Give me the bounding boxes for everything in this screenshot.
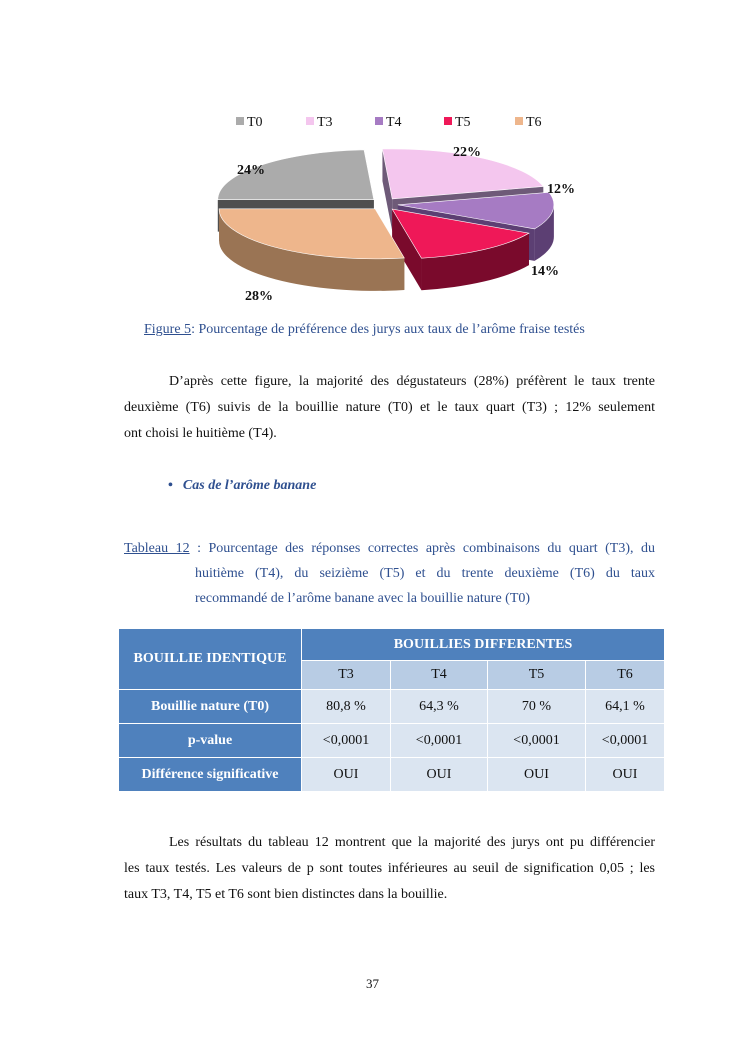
figure-ref: Figure 5 [144,322,192,337]
data-label-t4: 12% [547,182,575,197]
group-header: BOUILLIES DIFFERENTES [302,629,665,661]
table-row [119,690,665,724]
table-cell: 70 % [488,690,586,724]
paragraph-line: D’après cette figure, la majorité des dégustateurs (28%) préfèrent le taux trente [169,374,655,389]
section-title: Cas de l’arôme banane [182,478,317,493]
table-cell: 80,8 % [302,690,391,724]
table-caption-text: : Pourcentage des réponses correctes après combinaisons du quart (T3), du [189,541,656,556]
table-caption-line [124,536,655,561]
table-cell: <0,0001 [586,724,665,758]
legend-label: T3 [317,115,333,130]
data-label-t3: 22% [453,145,481,160]
section-heading [168,478,316,494]
paragraph-line: les taux testés. Les valeurs de p sont toutes inférieures au seuil de signification 0,05 ; les [124,861,655,876]
table-ref: Tableau 12 [124,541,190,556]
table-caption-line: recommandé de l’arôme banane avec la bouillie nature (T0) [195,591,531,606]
table-caption [124,536,655,611]
column-header: T4 [391,661,488,690]
pie-slice-t6 [219,209,404,291]
table-caption-line: huitième (T4), du seizième (T5) et du trente deuxième (T6) du taux [195,566,655,581]
results-table [118,628,665,792]
pie-chart [0,0,745,320]
paragraph-line: deuxième (T6) suivis de la bouillie nature (T0) et le taux quart (T3) ; 12% seulement [124,400,655,415]
data-label-t0: 24% [237,163,265,178]
corner-header: BOUILLIE IDENTIQUE [119,629,302,690]
figure-caption [144,322,585,338]
paragraph-line: Les résultats du tableau 12 montrent que la majorité des jurys ont pu différencier [169,835,655,850]
table-row [119,758,665,792]
bullet-icon: • [168,478,173,493]
column-header: T5 [488,661,586,690]
legend-label: T5 [455,115,471,130]
legend-label: T6 [526,115,542,130]
paragraph-1 [124,369,655,447]
legend-label: T0 [247,115,263,130]
paragraph-2 [124,830,655,908]
table-header-row [119,629,665,661]
table-cell: <0,0001 [488,724,586,758]
legend-label: T4 [386,115,402,130]
table-cell: OUI [302,758,391,792]
table-cell: OUI [488,758,586,792]
column-header: T3 [302,661,391,690]
column-header: T6 [586,661,665,690]
table-cell: 64,3 % [391,690,488,724]
table-cell: 64,1 % [586,690,665,724]
table-cell: <0,0001 [302,724,391,758]
table-cell: OUI [391,758,488,792]
figure-caption-text: : Pourcentage de préférence des jurys aux taux de l’arôme fraise testés [191,322,585,337]
page-number: 37 [366,976,379,991]
table-cell: OUI [586,758,665,792]
row-label: p-value [119,724,302,758]
row-label: Bouillie nature (T0) [119,690,302,724]
table-cell: <0,0001 [391,724,488,758]
data-label-t6: 28% [245,289,273,304]
row-label: Différence significative [119,758,302,792]
paragraph-line: ont choisi le huitième (T4). [124,426,277,441]
table-row [119,724,665,758]
paragraph-line: taux T3, T4, T5 et T6 sont bien distinctes dans la bouillie. [124,887,448,902]
data-label-t5: 14% [531,264,559,279]
